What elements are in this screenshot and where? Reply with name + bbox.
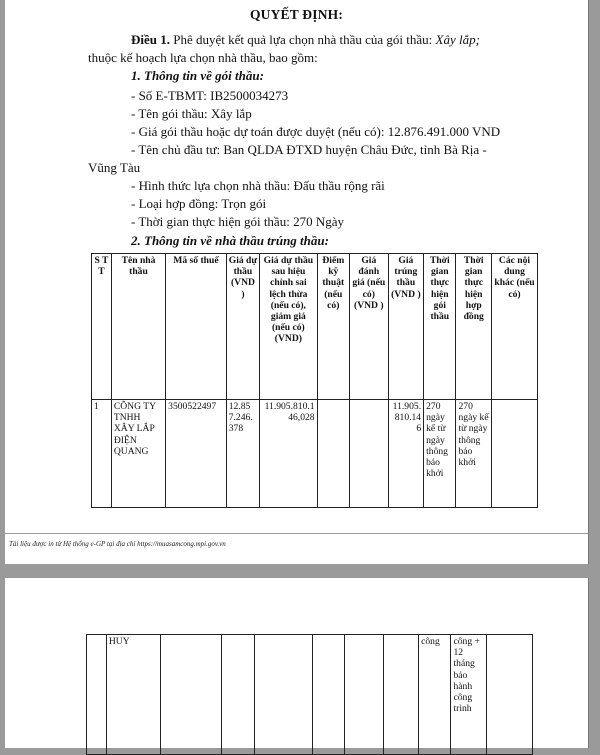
cell-bid-price [221, 635, 254, 755]
header-adjusted-price: Giá dự thầu sau hiệu chỉnh sai lệch thừa (nếu có), giảm giá (nếu có) (VND) [260, 254, 317, 400]
article-1-line2: thuộc kế hoạch lựa chọn nhà thầu, bao gồm: [88, 50, 318, 65]
header-win-price: Giá trúng thầu (VND ) [388, 254, 424, 400]
section2-heading: 2. Thông tin về nhà thầu trúng thầu: [131, 233, 329, 248]
article-text: Phê duyệt kết quả lựa chọn nhà thầu của gói thầu: [173, 32, 436, 47]
header-eval-price: Giá đánh giá (nếu có) (VND ) [349, 254, 388, 400]
table-header-row [92, 254, 538, 400]
cell-contract-time: 270 ngày kể từ ngày thông báo khởi [456, 400, 492, 508]
header-stt: S T T [92, 254, 112, 400]
package-price: - Giá gói thầu hoặc dự toán được duyệt (nếu có): 12.876.491.000 VND [131, 124, 501, 139]
tbmt-number: - Số E-TBMT: IB2500034273 [131, 88, 289, 103]
cell-contract-time: công + 12 tháng bảo hành công trình [451, 635, 487, 755]
cell-tax [161, 635, 222, 755]
document-page-2 [5, 578, 589, 748]
cell-other [491, 400, 537, 508]
winner-table [91, 253, 538, 508]
cell-win-price [383, 635, 419, 755]
cell-eval-price [349, 400, 388, 508]
cell-other [486, 635, 532, 755]
package-name: - Tên gói thầu: Xây lắp [131, 106, 252, 121]
package-duration: - Thời gian thực hiện gói thầu: 270 Ngày [131, 214, 344, 229]
section1-heading: 1. Thông tin về gói thầu: [131, 68, 264, 83]
article-1-line [131, 32, 480, 48]
header-other: Các nội dung khác (nếu có) [491, 254, 537, 400]
contract-type: - Loại hợp đồng: Trọn gói [131, 196, 267, 211]
decision-title: QUYẾT ĐỊNH: [249, 7, 344, 22]
cell-adjusted-price: 11.905.810.146,028 [260, 400, 317, 508]
header-tech-score: Điểm kỹ thuật (nếu có) [317, 254, 349, 400]
cell-eval-price [344, 635, 383, 755]
header-tax: Mã số thuế [166, 254, 227, 400]
cell-win-price: 11.905.810.146 [388, 400, 424, 508]
cell-bid-price: 12.857.246.378 [226, 400, 259, 508]
cell-stt: 1 [92, 400, 112, 508]
cell-tech-score [317, 400, 349, 508]
article-label: Điều 1. [131, 32, 170, 47]
investor-name: - Tên chủ đầu tư: Ban QLDA ĐTXD huyện Châu Đức, tỉnh Bà Rịa - [131, 142, 487, 157]
cell-contractor: HUY [106, 635, 160, 755]
investor-name-cont: Vũng Tàu [88, 160, 141, 175]
cell-package-time: công [419, 635, 451, 755]
footer-note: Tài liệu được in từ Hệ thống e-GP tại địa chỉ https://muasamcong.mpi.gov.vn [9, 540, 226, 548]
cell-adjusted-price [255, 635, 312, 755]
footer-divider [5, 533, 588, 534]
header-contract-time: Thời gian thực hiện hợp đồng [456, 254, 492, 400]
cell-stt [87, 635, 107, 755]
table-row [87, 635, 533, 755]
document-page-1 [5, 0, 589, 564]
winner-table-continued [86, 634, 533, 755]
table-row [92, 400, 538, 508]
cell-tax: 3500522497 [166, 400, 227, 508]
cell-contractor: CÔNG TY TNHH XÂY LẮP ĐIỆN QUANG [111, 400, 165, 508]
header-contractor: Tên nhà thầu [111, 254, 165, 400]
cell-tech-score [312, 635, 344, 755]
article-package: Xây lắp; [435, 32, 480, 47]
header-package-time: Thời gian thực hiện gói thầu [424, 254, 456, 400]
selection-method: - Hình thức lựa chọn nhà thầu: Đấu thầu rộng rãi [131, 178, 385, 193]
header-bid-price: Giá dự thầu (VND ) [226, 254, 259, 400]
cell-package-time: 270 ngày kể từ ngày thông báo khởi [424, 400, 456, 508]
